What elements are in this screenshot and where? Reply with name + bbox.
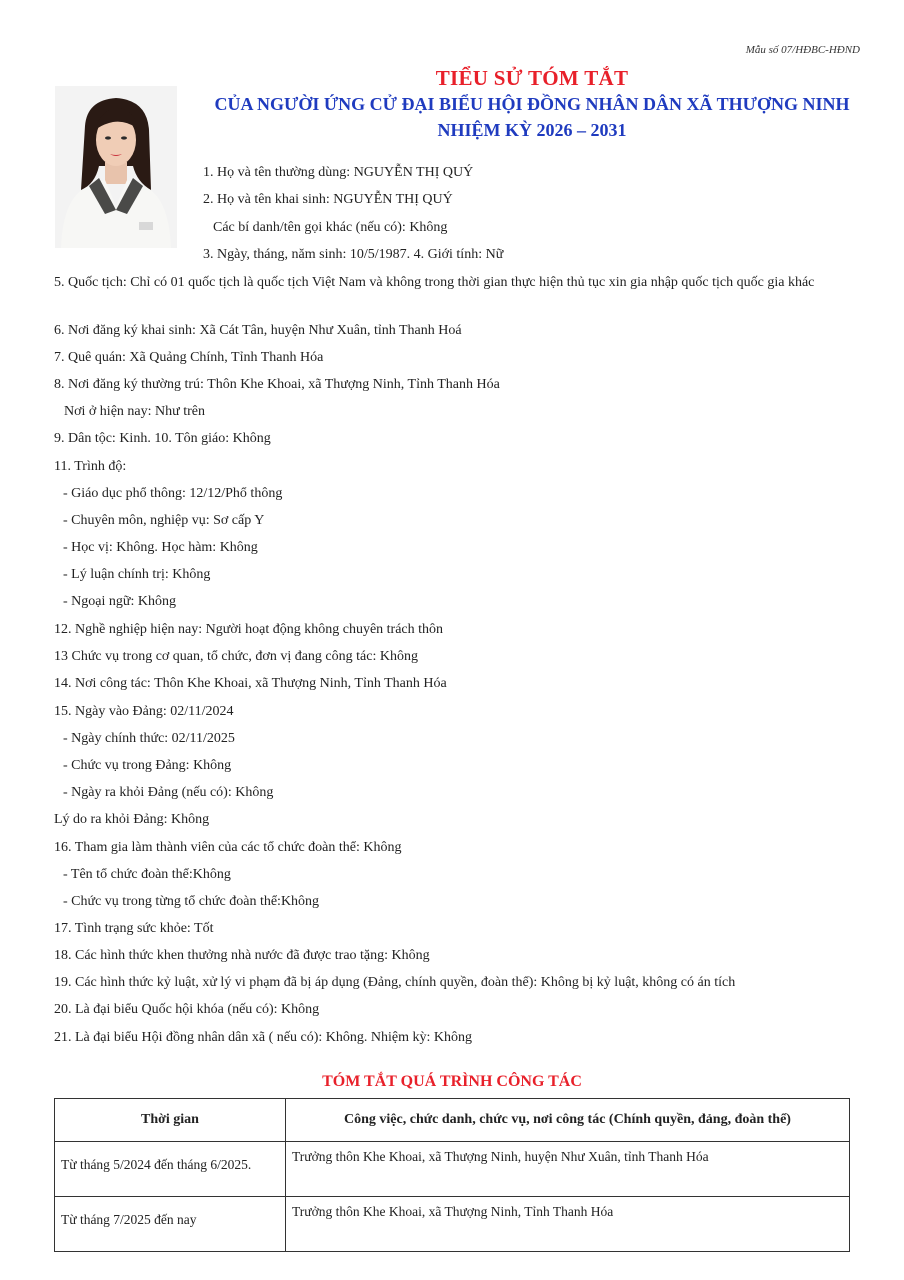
- time-cell: Từ tháng 5/2024 đến tháng 6/2025.: [55, 1142, 286, 1197]
- council-delegate: 21. Là đại biểu Hội đồng nhân dân xã ( nếu có): Không. Nhiệm kỳ: Không: [54, 1030, 472, 1045]
- form-code: Mẫu số 07/HĐBC-HĐND: [745, 44, 860, 56]
- national-assembly-delegate: 20. Là đại biểu Quốc hội khóa (nếu có): Không: [54, 1002, 320, 1017]
- permanent-residence: 8. Nơi đăng ký thường trú: Thôn Khe Khoai, xã Thượng Ninh, Tỉnh Thanh Hóa: [54, 377, 500, 392]
- organization-position: - Chức vụ trong từng tổ chức đoàn thể:Không: [63, 894, 320, 909]
- party-join-date: 15. Ngày vào Đảng: 02/11/2024: [54, 704, 234, 719]
- party-position: - Chức vụ trong Đảng: Không: [63, 758, 232, 773]
- current-residence: Nơi ở hiện nay: Như trên: [64, 404, 205, 419]
- document-subtitle: CỦA NGƯỜI ỨNG CỬ ĐẠI BIỂU HỘI ĐỒNG NHÂN DÂN XÃ THƯỢNG NINH: [214, 94, 850, 114]
- time-column-header: Thời gian: [55, 1099, 286, 1142]
- education-heading: 11. Trình độ:: [54, 459, 127, 474]
- academic-degree: - Học vị: Không. Học hàm: Không: [63, 540, 258, 555]
- position-cell: Trưởng thôn Khe Khoai, xã Thượng Ninh, Tỉnh Thanh Hóa: [286, 1197, 850, 1252]
- party-leave-reason: Lý do ra khỏi Đảng: Không: [54, 812, 210, 827]
- work-history-table: [54, 1098, 850, 1252]
- position: 13 Chức vụ trong cơ quan, tổ chức, đơn vị đang công tác: Không: [54, 649, 418, 664]
- common-name: 1. Họ và tên thường dùng: NGUYỄN THỊ QUÝ: [203, 165, 474, 180]
- position-column-header: Công việc, chức danh, chức vụ, nơi công tác (Chính quyền, đảng, đoàn thể): [286, 1099, 850, 1142]
- organization-membership: 16. Tham gia làm thành viên của các tổ chức đoàn thể: Không: [54, 840, 402, 855]
- political-theory: - Lý luận chính trị: Không: [63, 567, 211, 582]
- ethnicity-religion: 9. Dân tộc: Kinh. 10. Tôn giáo: Không: [54, 431, 271, 446]
- professional-qualification: - Chuyên môn, nghiệp vụ: Sơ cấp Y: [63, 513, 265, 528]
- hometown: 7. Quê quán: Xã Quảng Chính, Tỉnh Thanh Hóa: [54, 350, 324, 365]
- birth-registration-place: 6. Nơi đăng ký khai sinh: Xã Cát Tân, huyện Như Xuân, tỉnh Thanh Hoá: [54, 323, 462, 338]
- work-history-title: TÓM TẮT QUÁ TRÌNH CÔNG TÁC: [322, 1073, 582, 1090]
- time-cell: Từ tháng 7/2025 đến nay: [55, 1197, 286, 1252]
- document-title: TIỂU SỬ TÓM TẮT: [435, 66, 629, 90]
- table-header-row: [55, 1099, 850, 1142]
- occupation: 12. Nghề nghiệp hiện nay: Người hoạt động không chuyên trách thôn: [54, 622, 444, 637]
- portrait-photo: [55, 86, 177, 248]
- general-education: - Giáo dục phổ thông: 12/12/Phổ thông: [63, 486, 283, 501]
- table-row: [55, 1142, 850, 1197]
- awards: 18. Các hình thức khen thưởng nhà nước đã được trao tặng: Không: [54, 948, 430, 963]
- foreign-language: - Ngoại ngữ: Không: [63, 594, 176, 609]
- birth-name: 2. Họ và tên khai sinh: NGUYỄN THỊ QUÝ: [203, 192, 453, 207]
- aliases: Các bí danh/tên gọi khác (nếu có): Không: [213, 220, 448, 235]
- health-status: 17. Tình trạng sức khỏe: Tốt: [54, 921, 214, 936]
- party-official-date: - Ngày chính thức: 02/11/2025: [63, 731, 235, 746]
- term-title: NHIỆM KỲ 2026 – 2031: [437, 120, 627, 140]
- table-row: [55, 1197, 850, 1252]
- disciplinary-record: 19. Các hình thức kỷ luật, xử lý vi phạm đã bị áp dụng (Đảng, chính quyền, đoàn thể): Không bị kỷ luật, không có án tích: [54, 975, 736, 990]
- organization-name: - Tên tổ chức đoàn thể:Không: [63, 867, 231, 882]
- workplace: 14. Nơi công tác: Thôn Khe Khoai, xã Thượng Ninh, Tỉnh Thanh Hóa: [54, 676, 447, 691]
- party-leave-date: - Ngày ra khỏi Đảng (nếu có): Không: [63, 785, 274, 800]
- birth-date-gender: 3. Ngày, tháng, năm sinh: 10/5/1987. 4. Giới tính: Nữ: [203, 247, 504, 262]
- nationality: 5. Quốc tịch: Chỉ có 01 quốc tịch là quốc tịch Việt Nam và không trong thời gian thực hiện thủ tục xin gia nhập quốc tịch quốc gia khác: [54, 275, 815, 290]
- position-cell: Trưởng thôn Khe Khoai, xã Thượng Ninh, huyện Như Xuân, tỉnh Thanh Hóa: [286, 1142, 850, 1197]
